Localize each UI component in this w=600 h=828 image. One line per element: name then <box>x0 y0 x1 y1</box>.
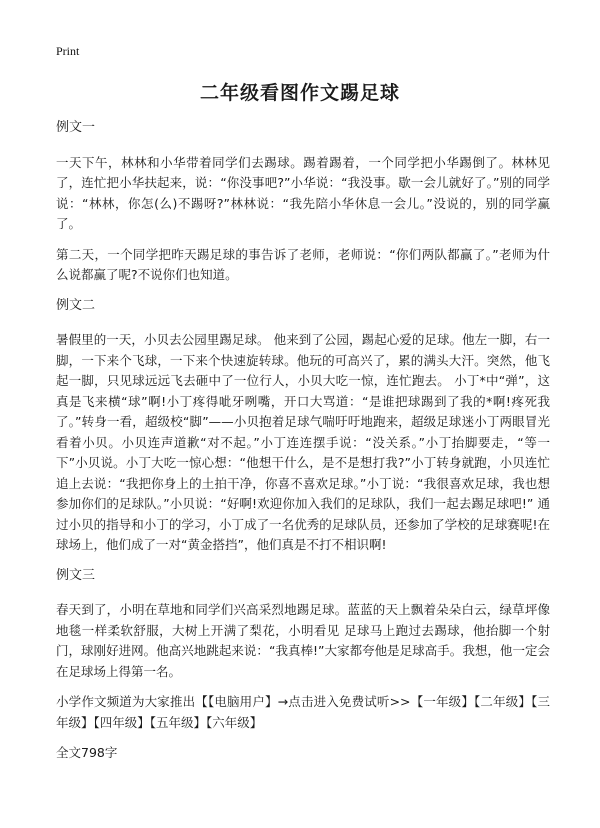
page-title: 二年级看图作文踢足球 <box>199 82 400 104</box>
word-count: 全文798字 <box>56 745 118 760</box>
footer-intro: 小学作文频道为大家推出 <box>56 694 196 709</box>
section-heading-1: 例文一 <box>56 120 96 135</box>
grade-5-link[interactable]: 【五年级】 <box>149 714 207 730</box>
section-1-paragraph-1: 一天下午，林林和小华带着同学们去踢球。踢着踢着，一个同学把小华踢倒了。林林见了，连忙把小华扶起来，说：“你没事吧?”小华说：“我没事。歇一会儿就好了。”别的同学说：“林林，你怎(么)不踢呀?”林林说：“我先陪小华休息一会儿。”没说的，别的同学赢了。 <box>56 154 550 231</box>
grade-2-link[interactable]: 【二年级】 <box>474 694 532 709</box>
grade-6-link[interactable]: 【六年级】 <box>206 714 263 730</box>
free-trial-link[interactable]: 【【电脑用户】→点击进入免费试听>> <box>195 694 411 709</box>
grade-1-link[interactable]: 【一年级】 <box>410 694 474 709</box>
section-2-paragraph-1: 暑假里的一天，小贝去公园里踢足球。 他来到了公园，踢起心爱的足球。他左一脚，右一脚，一下来个飞球，一下来个快速旋转球。他玩的可高兴了，累的满头大汗。突然，他飞起一脚，只见球远远飞去砸中了一位行人，小贝大吃一惊，连忙跑去。 小丁*中“弹”，这真是飞来横“球”啊!小丁疼得呲牙咧嘴，开口大骂道：“是谁把球踢到了我的*啊!疼死我了。”转身一看，超级校“脚”——小贝抱着足球气喘吁吁地跑来，超级足球迷小丁两眼冒光看着小贝。小贝连声道歉“对不起。”小丁连连摆手说：“没关系。”小丁抬脚要走，“等一下”小贝说。小丁大吃一惊心想：“他想干什么，是不是想打我?”小丁转身就跑，小贝连忙追上去说：“我把你身上的土拍干净，你喜不喜欢足球。”小丁说：“我很喜欢足球，我也想参加你们的足球队。”小贝说：“好啊!欢迎你加入我们的足球队，我们一起去踢足球吧!” 通过小贝的指导和小丁的学习，小丁成了一名优秀的足球队员，还参加了学校的足球赛呢!在球场上，他们成了一对“黄金搭挡”，他们真是不打不相识啊! <box>56 332 550 552</box>
section-3-paragraph-1: 春天到了，小明在草地和同学们兴高采烈地踢足球。蓝蓝的天上飘着朵朵白云，绿草坪像地毯一样柔软舒服，大树上开满了梨花，小明看见 足球马上跑过去踢球，他抬脚一个射门，球刚好进网。他高兴地跳起来说：“我真棒!”大家都夸他是足球高手。我想，他一定会在足球场上得第一名。 <box>56 602 550 679</box>
article-body <box>56 118 550 774</box>
section-heading-3: 例文三 <box>56 567 96 583</box>
footer-links <box>56 692 550 733</box>
grade-3-link[interactable]: 【三年级】 <box>56 694 550 730</box>
section-1-paragraph-2: 第二天，一个同学把昨天踢足球的事告诉了老师，老师说：“你们两队都赢了。”老师为什么说都赢了呢?不说你们也知道。 <box>56 246 550 282</box>
grade-4-link[interactable]: 【四年级】 <box>93 714 150 730</box>
section-heading-2: 例文二 <box>56 297 96 313</box>
print-link[interactable]: Print <box>56 44 80 58</box>
